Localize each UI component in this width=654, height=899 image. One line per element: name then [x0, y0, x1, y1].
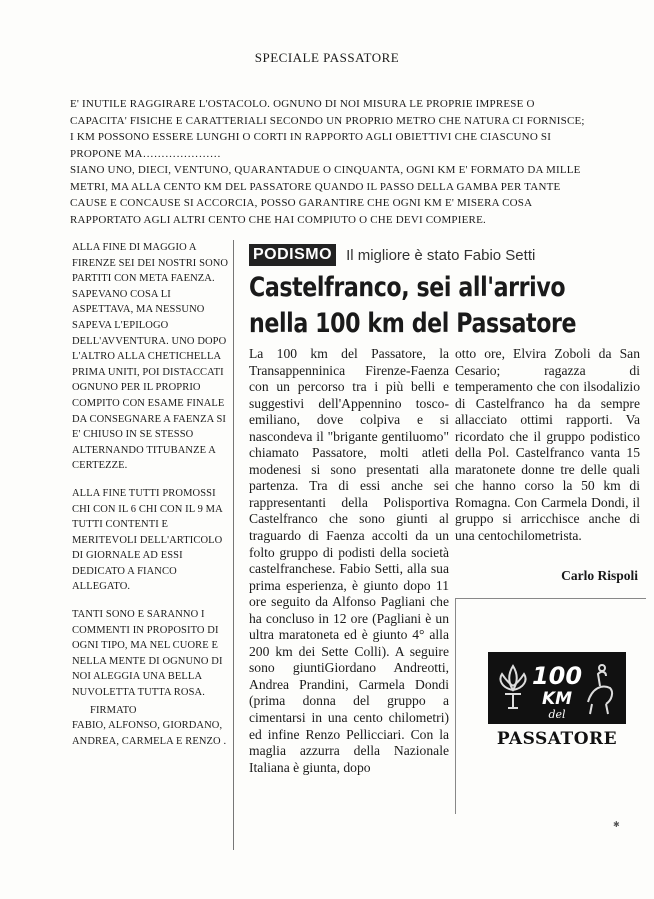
article-divider	[233, 240, 234, 850]
page-title: SPECIALE PASSATORE	[254, 50, 400, 65]
signed-label: FIRMATO	[90, 704, 137, 716]
article-kicker: Il migliore è stato Fabio Setti	[346, 246, 536, 264]
logo-number: 100	[531, 662, 583, 690]
sidebar-paragraph-1: ALLA FINE DI MAGGIO A FIRENZE SEI DEI NOSTRI SONO PARTITI CON META FAENZA. SAPEVANO COSA LI ASPETTAVA, MA NESSUNO SAPEVA L'EPILOGO DELL'AVVENTURA. UNO DOPO L'ALTRO ALLA CHETICHELLA PRIMA UNITI, POI DISTACCATI OGNUNO PER IL PROPRIO COMPITO CON ESAME FINALE DA CONSEGNARE A FAENZA SI E' CHIUSO IN SE STESSO ALTERNANDO TITUBANZE A CERTEZZE.	[72, 242, 229, 472]
intro-block	[70, 96, 590, 228]
headline-line-1: Castelfranco, sei all'arrivo	[249, 272, 566, 303]
print-mark-icon: ✱	[613, 820, 620, 829]
article-column-1: La 100 km del Passatore, la Transappenninica Firenze-Faenza con un percorso tra i più belli e suggestivi dell'Appennino tosco-emiliano, dove colpiva e si nascondeva il "brigante gentiluomo" chiamato Passatore, molti atleti modenesi si sono presentati alla partenza. Tra di essi anche sei rappresentanti della Polisportiva Castelfranco che sono giunti al traguardo di Faenza accolti da un folto gruppo di podisti della società castelfranchese. Fabio Setti, alla sua prima esperienza, è giunto dopo 11 ore seguito da Alfonso Pagliani che ha concluso in 12 ore (Pagliani è un ultra maratoneta ed è giunto 4° alla 200 km dei Sette Colli). A seguire sono giuntiGiordano Andreotti, Andrea Prandini, Carmela Dondi (prima donna del gruppo a cimentarsi in una cento chilometri) ed infine Renzo Pellicciari. Con la maglia azzurra della Nazionale Italiana è giunta, dopo	[249, 346, 449, 775]
logo-del: del	[548, 708, 566, 721]
section-tag: PODISMO	[249, 244, 336, 266]
intro-paragraph-2: SIANO UNO, DIECI, VENTUNO, QUARANTADUE O CINQUANTA, OGNI KM E' FORMATO DA MILLE METRI, MA ALLA CENTO KM DEL PASSATORE QUANDO IL PASSO DELLA GAMBA PER TANTE CAUSE E CONCAUSE SI ACCORCIA, POSSO GARANTIRE CHE OGNI KM E' MISERA COSA RAPPORTATO AGLI ALTRI CENTO CHE HAI COMPIUTO O CHE DEVI COMPIERE.	[70, 164, 581, 226]
intro-paragraph-1: E' INUTILE RAGGIRARE L'OSTACOLO. OGNUNO DI NOI MISURA LE PROPRIE IMPRESE O CAPACITA' FISICHE E CARATTERIALI SECONDO UN PROPRIO METRO CHE NATURA CI FORNISCE; I KM POSSONO ESSERE LUNGHI O CORTI IN RAPPORTO AGLI OBIETTIVI CHE CIASCUNO SI PROPONE MA…………………	[70, 98, 585, 160]
article-author: Carlo Rispoli	[561, 568, 638, 583]
article-headline	[249, 270, 577, 342]
sidebar-paragraph-3: TANTI SONO E SARANNO I COMMENTI IN PROPOSITO DI OGNI TIPO, MA NEL CUORE E NELLA MENTE DI OGNUNO DI NOI ALEGGIA UNA BELLA NUVOLETTA TUTTA ROSA.	[72, 609, 223, 699]
logo-name: PASSATORE	[496, 729, 618, 747]
signatories: FABIO, ALFONSO, GIORDANO, ANDREA, CARMELA E RENZO .	[72, 720, 227, 747]
article-column-2: otto ore, Elvira Zoboli da San Cesario; ragazza di temperamento che con ilsodalizio di Castelfranco ha da sempre allacciato ottimi rapporti. Va ricordato che il gruppo podistico della Pol. Castelfranco vanta 15 maratonete donne tre delle quali che hanno corso la 50 km di Romagna. Con Carmela Dondi, il gruppo si arricchisce anche di una centochilometrista.	[455, 346, 640, 544]
passatore-logo	[488, 652, 626, 747]
logo-unit: KM	[541, 689, 573, 709]
headline-line-2: nella 100 km del Passatore	[249, 308, 577, 339]
sidebar-paragraph-2: ALLA FINE TUTTI PROMOSSI CHI CON IL 6 CHI CON IL 9 MA TUTTI CONTENTI E MERITEVOLI DELL'ARTICOLO DI GIORNALE AD ESSI DEDICATO A FIANCO ALLEGATO.	[72, 487, 223, 593]
sidebar-note	[72, 240, 232, 749]
